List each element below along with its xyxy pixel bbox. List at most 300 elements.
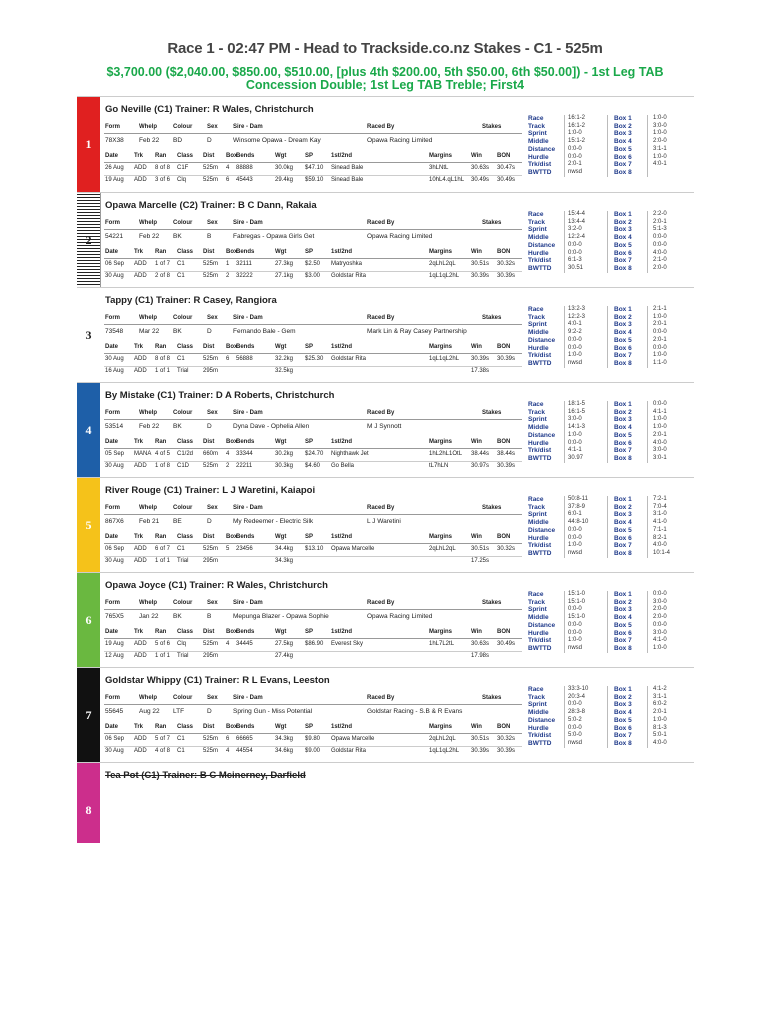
col-header-whelp: Whelp	[139, 315, 157, 321]
run-class: C1F	[177, 165, 189, 171]
col-header-colour: Colour	[173, 505, 193, 511]
run-trk: ADD	[134, 368, 147, 374]
stat-divider	[564, 591, 565, 653]
col-header-class: Class	[177, 629, 194, 635]
stat-divider	[564, 211, 565, 273]
col-header-bends: Bends	[236, 534, 255, 540]
runner-name[interactable]: Opawa Joyce (C1) Trainer: R Wales, Christchurch	[105, 580, 328, 591]
col-header-ran: Ran	[155, 344, 167, 350]
col-header-raced-by: Raced By	[367, 410, 395, 416]
box-labels: Box 1 Box 2 Box 3 Box 4 Box 5 Box 6 Box 7 Box 8	[614, 686, 632, 747]
stat-divider	[607, 306, 608, 368]
runner-form: 54221	[105, 233, 124, 240]
race-title: Race 1 - 02:47 PM - Head to Trackside.co.nz Stakes - C1 - 525m	[167, 40, 603, 57]
col-header-margins: Margins	[429, 153, 453, 159]
run-dist: 525m	[203, 177, 219, 183]
col-header-dist: Dist	[203, 629, 215, 635]
stat-divider	[607, 496, 608, 558]
run-class: C1	[177, 261, 185, 267]
run-wgt: 32.5kg	[275, 368, 294, 374]
col-header-margins: Margins	[429, 249, 453, 255]
col-header-stakes: Stakes	[482, 315, 502, 321]
run-bends: 23456	[236, 546, 253, 552]
run-date: 30 Aug	[105, 558, 124, 564]
saddlecloth-number	[77, 383, 100, 478]
run-box: 6	[226, 736, 230, 742]
col-header-raced-by: Raced By	[367, 600, 395, 606]
run-dist: 525m	[203, 736, 219, 742]
run-wgt: 34.3kg	[275, 736, 294, 742]
run-first-second: Go Bella	[331, 463, 355, 469]
run-bends: 22211	[236, 463, 253, 469]
runner-sex: B	[207, 613, 212, 620]
run-first-second: Goldstar Rita	[331, 273, 367, 279]
runner-sire-dam: Fernando Bale - Gem	[233, 328, 296, 335]
col-header-form: Form	[105, 505, 120, 511]
col-header-colour: Colour	[173, 315, 193, 321]
run-box: 4	[226, 748, 230, 754]
run-sp: $24.70	[305, 451, 324, 457]
run-dist: 525m	[203, 165, 219, 171]
run-divider	[104, 271, 522, 272]
run-bon: 30.39s	[497, 748, 516, 754]
runner-name[interactable]: Go Neville (C1) Trainer: R Wales, Christchurch	[105, 104, 314, 115]
col-header-dist: Dist	[203, 534, 215, 540]
saddlecloth-number	[77, 288, 100, 383]
col-header-box: Box	[226, 249, 238, 255]
run-wgt: 27.1kg	[275, 273, 294, 279]
run-ran: 1 of 1	[155, 558, 171, 564]
col-header-trk: Trk	[134, 439, 144, 445]
run-class: Trial	[177, 368, 189, 374]
col-header-sire-dam: Sire - Dam	[233, 315, 263, 321]
col-header-class: Class	[177, 724, 194, 730]
stat-divider	[647, 686, 648, 748]
run-wgt: 30.2kg	[275, 451, 294, 457]
col-header-win: Win	[471, 344, 482, 350]
runner-raced-by: Goldstar Racing - S.B & R Evans	[367, 708, 463, 715]
col-header-margins: Margins	[429, 629, 453, 635]
col-header-bends: Bends	[236, 724, 255, 730]
stat-labels: Race Track Sprint Middle Distance Hurdle Trk/dist BWTTD	[528, 115, 556, 176]
col-header-win: Win	[471, 534, 482, 540]
stat-divider	[647, 496, 648, 558]
stat-divider	[564, 306, 565, 368]
col-header-stakes: Stakes	[482, 220, 502, 226]
col-header-bends: Bends	[236, 153, 255, 159]
col-header-form: Form	[105, 220, 120, 226]
run-date: 19 Aug	[105, 177, 124, 183]
runner-sex: B	[207, 233, 212, 240]
col-header-sp: SP	[305, 153, 314, 159]
col-header-first-second: 1st/2nd	[331, 344, 353, 350]
col-header-sire-dam: Sire - Dam	[233, 220, 263, 226]
run-date: 05 Sep	[105, 451, 125, 457]
col-header-wgt: Wgt	[275, 534, 287, 540]
run-ran: 8 of 8	[155, 356, 171, 362]
col-header-dist: Dist	[203, 249, 215, 255]
col-header-trk: Trk	[134, 724, 144, 730]
run-wgt: 30.3kg	[275, 463, 294, 469]
col-header-box: Box	[226, 629, 238, 635]
col-header-dist: Dist	[203, 153, 215, 159]
col-header-sex: Sex	[207, 315, 218, 321]
runner-sire-dam: Mepunga Blazer - Opawa Sophie	[233, 613, 329, 620]
run-date: 06 Sep	[105, 546, 125, 552]
col-header-colour: Colour	[173, 124, 193, 130]
runner-name[interactable]: Goldstar Whippy (C1) Trainer: R L Evans, Leeston	[105, 675, 330, 686]
col-header-first-second: 1st/2nd	[331, 724, 353, 730]
run-win: 30.51s	[471, 546, 490, 552]
run-box: 5	[226, 546, 230, 552]
col-header-first-second: 1st/2nd	[331, 439, 353, 445]
run-trk: ADD	[134, 748, 147, 754]
runner-sex: D	[207, 137, 212, 144]
run-ran: 1 of 1	[155, 653, 171, 659]
run-win: 17.38s	[471, 368, 490, 374]
col-header-wgt: Wgt	[275, 629, 287, 635]
col-header-ran: Ran	[155, 439, 167, 445]
stat-divider	[647, 115, 648, 177]
col-header-bends: Bends	[236, 439, 255, 445]
col-header-date: Date	[105, 344, 119, 350]
box-values: 2:1-1 1:0-0 2:0-1 0:0-0 2:0-1 0:0-0 1:0-0 1:1-0	[653, 306, 667, 366]
run-first-second: Everest Sky	[331, 641, 364, 647]
col-header-form: Form	[105, 315, 120, 321]
run-win: 17.25s	[471, 558, 490, 564]
run-bon: 30.32s	[497, 546, 516, 552]
runner-form: 55645	[105, 708, 124, 715]
col-header-class: Class	[177, 153, 194, 159]
run-margins: 1qL1qL2hL	[429, 356, 460, 362]
runner-form: 53514	[105, 423, 124, 430]
runner-whelp: Aug 22	[139, 708, 160, 715]
run-first-second: Opawa Marcelle	[331, 546, 375, 552]
runner-sire-dam: Winsome Opawa - Dream Kay	[233, 137, 321, 144]
col-header-ran: Ran	[155, 153, 167, 159]
col-header-box: Box	[226, 534, 238, 540]
runner-name[interactable]: River Rouge (C1) Trainer: L J Waretini, Kaiapoi	[105, 485, 316, 496]
col-header-ran: Ran	[155, 629, 167, 635]
run-first-second: Nighthawk Jet	[331, 451, 369, 457]
run-win: 30.63s	[471, 165, 490, 171]
run-sp: $25.30	[305, 356, 324, 362]
stat-labels: Race Track Sprint Middle Distance Hurdle Trk/dist BWTTD	[528, 211, 556, 272]
col-header-date: Date	[105, 249, 119, 255]
run-first-second: Goldstar Rita	[331, 748, 367, 754]
col-header-sex: Sex	[207, 600, 218, 606]
run-trk: ADD	[134, 177, 147, 183]
runner-number: 3	[85, 328, 92, 342]
stat-divider	[647, 401, 648, 463]
stat-values: 50:8-11 37:8-9 6:0-1 44:8-10 0:0-0 0:0-0 1:0-0 nwsd	[568, 496, 589, 556]
col-header-bon: BON	[497, 249, 511, 255]
runner-block	[77, 667, 694, 763]
runner-raced-by: M J Synnott	[367, 423, 402, 430]
col-header-sex: Sex	[207, 124, 218, 130]
runner-colour: BD	[173, 137, 183, 144]
stat-divider	[607, 401, 608, 463]
runner-raced-by: Mark Lin & Ray Casey Partnership	[367, 328, 467, 335]
col-header-wgt: Wgt	[275, 724, 287, 730]
box-labels: Box 1 Box 2 Box 3 Box 4 Box 5 Box 6 Box 7 Box 8	[614, 306, 632, 367]
run-box: 4	[226, 165, 230, 171]
runner-raced-by: Opawa Racing Limited	[367, 137, 433, 144]
saddlecloth-number	[77, 668, 100, 763]
run-win: 30.49s	[471, 177, 490, 183]
run-date: 19 Aug	[105, 641, 124, 647]
col-header-sire-dam: Sire - Dam	[233, 600, 263, 606]
run-date: 06 Sep	[105, 736, 125, 742]
run-bon: 30.49s	[497, 177, 516, 183]
runner-sex: D	[207, 708, 212, 715]
col-header-margins: Margins	[429, 534, 453, 540]
runner-colour: BE	[173, 518, 182, 525]
col-header-bon: BON	[497, 534, 511, 540]
col-header-bon: BON	[497, 724, 511, 730]
header-divider	[104, 733, 522, 734]
runner-sex: D	[207, 518, 212, 525]
stat-values: 13:2-3 12:2-3 4:0-1 9:2-2 0:0-0 0:0-0 1:0-0 nwsd	[568, 306, 586, 366]
col-header-ran: Ran	[155, 534, 167, 540]
runner-name[interactable]: By Mistake (C1) Trainer: D A Roberts, Christchurch	[105, 390, 335, 401]
run-ran: 5 of 7	[155, 736, 171, 742]
col-header-sex: Sex	[207, 505, 218, 511]
runner-number: 4	[85, 423, 92, 437]
run-trk: ADD	[134, 546, 147, 552]
run-box: 6	[226, 177, 230, 183]
col-header-sp: SP	[305, 629, 314, 635]
run-bends: 56888	[236, 356, 253, 362]
header-divider	[104, 162, 522, 163]
runner-raced-by: Opawa Racing Limited	[367, 613, 433, 620]
run-date: 26 Aug	[105, 165, 124, 171]
stat-labels: Race Track Sprint Middle Distance Hurdle Trk/dist BWTTD	[528, 401, 556, 462]
box-labels: Box 1 Box 2 Box 3 Box 4 Box 5 Box 6 Box 7 Box 8	[614, 115, 632, 176]
col-header-trk: Trk	[134, 344, 144, 350]
stat-divider	[564, 115, 565, 177]
col-header-ran: Ran	[155, 724, 167, 730]
col-header-stakes: Stakes	[482, 600, 502, 606]
col-header-first-second: 1st/2nd	[331, 534, 353, 540]
runner-raced-by: Opawa Racing Limited	[367, 233, 433, 240]
col-header-date: Date	[105, 153, 119, 159]
header-divider	[104, 133, 522, 134]
run-class: C1/2d	[177, 451, 194, 457]
run-date: 16 Aug	[105, 368, 124, 374]
run-divider	[104, 746, 522, 747]
col-header-win: Win	[471, 249, 482, 255]
stat-values: 15:4-4 13:4-4 3:2-0 12:2-4 0:0-0 0:0-0 6:1-3 30.51	[568, 211, 586, 271]
col-header-colour: Colour	[173, 600, 193, 606]
col-header-box: Box	[226, 153, 238, 159]
race-prize-subtitle: $3,700.00 ($2,040.00, $850.00, $510.00, [plus 4th $200.00, 5th $50.00, 6th $50.00]) - 1st Leg TAB Concession Double; 1st Leg TAB Treble; First4	[106, 65, 664, 92]
col-header-wgt: Wgt	[275, 249, 287, 255]
run-divider	[104, 556, 522, 557]
col-header-box: Box	[226, 439, 238, 445]
col-header-trk: Trk	[134, 249, 144, 255]
header-divider	[104, 229, 522, 230]
run-bends: 88888	[236, 165, 253, 171]
box-values: 1:0-0 3:0-0 1:0-0 2:0-0 3:1-1 1:0-0 4:0-1	[653, 115, 667, 168]
run-divider	[104, 461, 522, 462]
run-bends: 66665	[236, 736, 253, 742]
run-divider	[104, 366, 522, 367]
run-sp: $9.00	[305, 748, 321, 754]
col-header-class: Class	[177, 249, 194, 255]
run-margins: 2qLhL2qL	[429, 736, 456, 742]
run-bends: 33344	[236, 451, 253, 457]
col-header-win: Win	[471, 629, 482, 635]
run-bends: 32111	[236, 261, 252, 267]
col-header-dist: Dist	[203, 724, 215, 730]
col-header-bon: BON	[497, 344, 511, 350]
run-date: 30 Aug	[105, 273, 124, 279]
runner-whelp: Feb 22	[139, 423, 160, 430]
run-wgt: 32.2kg	[275, 356, 294, 362]
col-header-whelp: Whelp	[139, 124, 157, 130]
run-sp: $9.80	[305, 736, 321, 742]
box-labels: Box 1 Box 2 Box 3 Box 4 Box 5 Box 6 Box 7 Box 8	[614, 211, 632, 272]
run-box: 4	[226, 641, 230, 647]
run-win: 30.51s	[471, 736, 490, 742]
runner-name[interactable]: Tea Pot (C1) Trainer: B C Mcinerney, Darfield	[105, 770, 306, 781]
col-header-raced-by: Raced By	[367, 315, 395, 321]
col-header-bon: BON	[497, 439, 511, 445]
col-header-form: Form	[105, 410, 120, 416]
box-values: 4:1-2 3:1-1 6:0-2 2:0-1 1:0-0 8:1-3 5:0-1 4:0-0	[653, 686, 667, 746]
col-header-whelp: Whelp	[139, 695, 157, 701]
col-header-stakes: Stakes	[482, 505, 502, 511]
col-header-stakes: Stakes	[482, 124, 502, 130]
col-header-sp: SP	[305, 534, 314, 540]
col-header-sex: Sex	[207, 410, 218, 416]
run-win: 30.39s	[471, 748, 490, 754]
col-header-bends: Bends	[236, 344, 255, 350]
runner-sire-dam: Dyna Dave - Ophelia Allen	[233, 423, 310, 430]
run-trk: ADD	[134, 736, 147, 742]
run-sp: $3.00	[305, 273, 321, 279]
col-header-dist: Dist	[203, 344, 215, 350]
saddlecloth-number	[77, 97, 100, 193]
runner-number: 1	[85, 137, 92, 151]
run-bon: 30.49s	[497, 641, 516, 647]
run-wgt: 30.0kg	[275, 165, 294, 171]
col-header-dist: Dist	[203, 439, 215, 445]
run-margins: 1qL1qL2hL	[429, 748, 460, 754]
run-wgt: 29.4kg	[275, 177, 294, 183]
run-dist: 525m	[203, 748, 219, 754]
runner-block	[77, 477, 694, 573]
col-header-class: Class	[177, 439, 194, 445]
run-dist: 525m	[203, 356, 219, 362]
run-margins: 1hL7L2tL	[429, 641, 455, 647]
stat-values: 15:1-0 15:1-0 0:0-0 15:1-0 0:0-0 0:0-0 1:0-0 nwsd	[568, 591, 586, 651]
run-first-second: Sinead Bale	[331, 165, 364, 171]
header-divider	[104, 514, 522, 515]
run-win: 30.97s	[471, 463, 490, 469]
runner-whelp: Jan 22	[139, 613, 159, 620]
box-labels: Box 1 Box 2 Box 3 Box 4 Box 5 Box 6 Box 7 Box 8	[614, 401, 632, 462]
run-ran: 1 of 1	[155, 368, 171, 374]
run-box: 1	[226, 261, 230, 267]
col-header-margins: Margins	[429, 724, 453, 730]
run-box: 4	[226, 451, 230, 457]
box-labels: Box 1 Box 2 Box 3 Box 4 Box 5 Box 6 Box 7 Box 8	[614, 591, 632, 652]
stat-divider	[607, 211, 608, 273]
run-box: 2	[226, 463, 230, 469]
col-header-form: Form	[105, 124, 120, 130]
runner-form: 73548	[105, 328, 124, 335]
stat-divider	[647, 211, 648, 273]
col-header-stakes: Stakes	[482, 410, 502, 416]
header-divider	[104, 353, 522, 354]
run-trk: ADD	[134, 558, 147, 564]
col-header-date: Date	[105, 629, 119, 635]
runner-colour: LTF	[173, 708, 185, 715]
runner-whelp: Feb 21	[139, 518, 160, 525]
col-header-bon: BON	[497, 629, 511, 635]
stat-divider	[607, 115, 608, 177]
stat-divider	[564, 686, 565, 748]
run-class: Trial	[177, 558, 189, 564]
run-win: 30.39s	[471, 273, 490, 279]
run-ran: 1 of 7	[155, 261, 171, 267]
run-trk: ADD	[134, 261, 147, 267]
run-dist: 660m	[203, 451, 219, 457]
run-bends: 45443	[236, 177, 253, 183]
run-margins: tL7hLN	[429, 463, 449, 469]
stat-divider	[564, 401, 565, 463]
col-header-box: Box	[226, 724, 238, 730]
run-win: 30.63s	[471, 641, 490, 647]
run-wgt: 34.4kg	[275, 546, 294, 552]
run-trk: ADD	[134, 641, 147, 647]
col-header-whelp: Whelp	[139, 600, 157, 606]
run-class: C1	[177, 273, 185, 279]
runner-whelp: Feb 22	[139, 233, 160, 240]
run-class: C1	[177, 748, 185, 754]
header-divider	[104, 609, 522, 610]
runner-form: 867X6	[105, 518, 124, 525]
col-header-bon: BON	[497, 153, 511, 159]
run-wgt: 27.3kg	[275, 261, 294, 267]
run-win: 30.39s	[471, 356, 490, 362]
runner-number: 5	[85, 518, 92, 532]
col-header-date: Date	[105, 724, 119, 730]
col-header-wgt: Wgt	[275, 439, 287, 445]
run-box: 2	[226, 273, 230, 279]
col-header-sire-dam: Sire - Dam	[233, 124, 263, 130]
runner-name[interactable]: Opawa Marcelle (C2) Trainer: B C Dann, Rakaia	[105, 200, 317, 211]
col-header-trk: Trk	[134, 153, 144, 159]
run-ran: 4 of 8	[155, 748, 171, 754]
col-header-whelp: Whelp	[139, 410, 157, 416]
run-win: 38.44s	[471, 451, 490, 457]
col-header-first-second: 1st/2nd	[331, 249, 353, 255]
run-date: 30 Aug	[105, 748, 124, 754]
header-divider	[104, 448, 522, 449]
runner-name[interactable]: Tappy (C1) Trainer: R Casey, Rangiora	[105, 295, 277, 306]
run-date: 06 Sep	[105, 261, 125, 267]
col-header-sire-dam: Sire - Dam	[233, 410, 263, 416]
col-header-margins: Margins	[429, 439, 453, 445]
col-header-trk: Trk	[134, 629, 144, 635]
saddlecloth-number	[77, 478, 100, 573]
header-divider	[104, 543, 522, 544]
stat-labels: Race Track Sprint Middle Distance Hurdle Trk/dist BWTTD	[528, 591, 556, 652]
runner-colour: BK	[173, 328, 182, 335]
